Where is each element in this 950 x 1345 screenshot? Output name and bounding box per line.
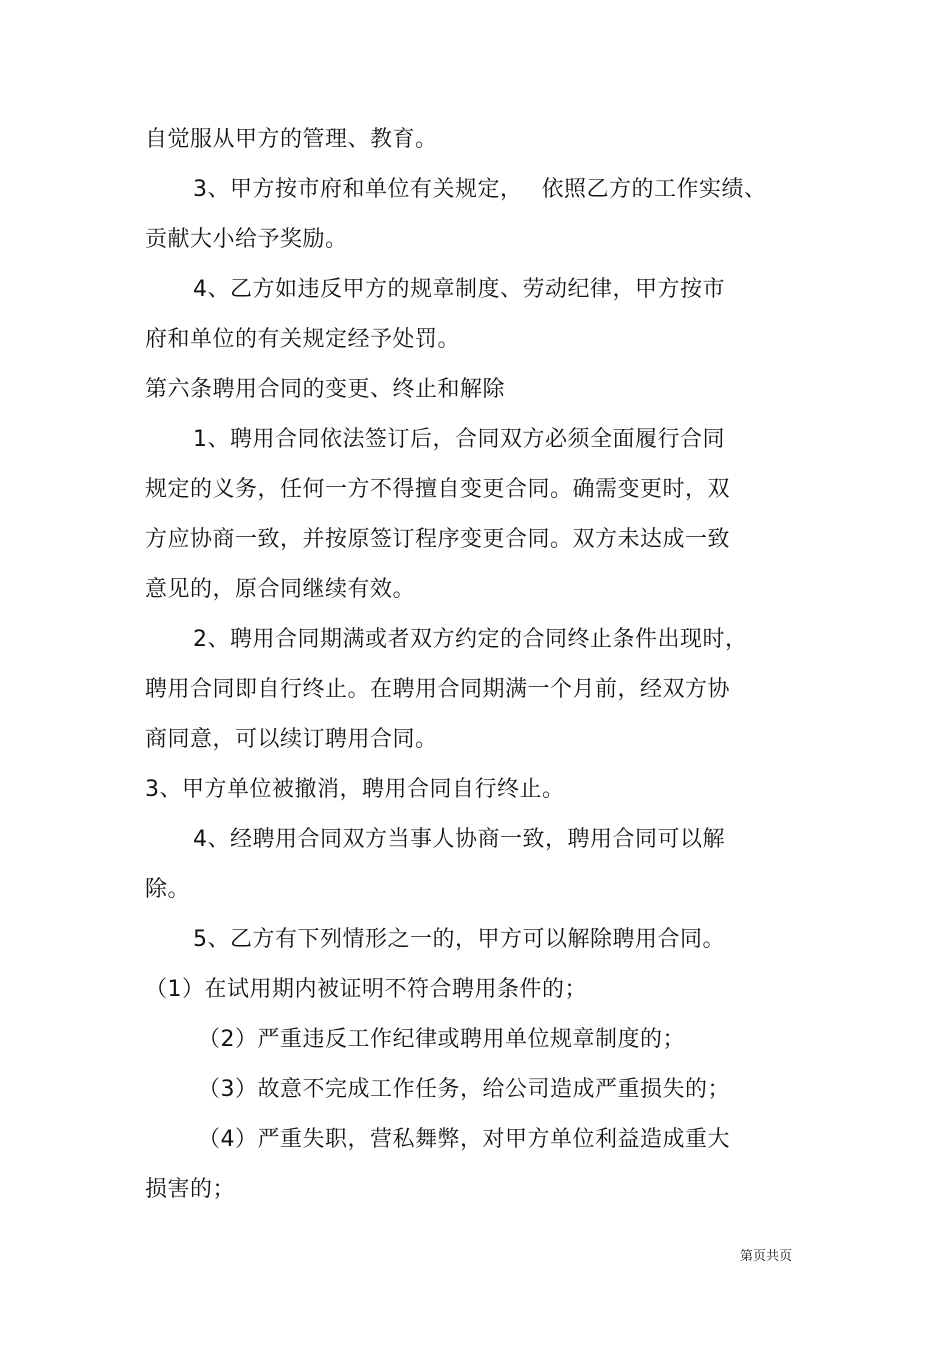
text-line: 规定的义务，任何一方不得擅自变更合同。确需变更时，双 <box>145 477 731 502</box>
text-line: 1、聘用合同依法签订后，合同双方必须全面履行合同 <box>193 427 725 452</box>
page-footer: 第页共页 <box>740 1249 793 1264</box>
text-line: 方应协商一致，并按原签订程序变更合同。双方未达成一致 <box>145 527 731 552</box>
list-item: （1）在试用期内被证明不符合聘用条件的； <box>145 977 587 1002</box>
text-line: 自觉服从甲方的管理、教育。 <box>145 127 438 152</box>
text-line: 4、乙方如违反甲方的规章制度、劳动纪律，甲方按市 <box>193 277 725 302</box>
text-line: 商同意，可以续订聘用合同。 <box>145 727 438 752</box>
section-heading: 第六条聘用合同的变更、终止和解除 <box>145 377 506 402</box>
text-line: 聘用合同即自行终止。在聘用合同期满一个月前，经双方协 <box>145 677 731 702</box>
text-line: 5、乙方有下列情形之一的，甲方可以解除聘用合同。 <box>193 927 725 952</box>
text-line: 2、聘用合同期满或者双方约定的合同终止条件出现时， <box>193 627 748 652</box>
text-line: 3、甲方单位被撤消，聘用合同自行终止。 <box>145 777 565 802</box>
text-line: 府和单位的有关规定经予处罚。 <box>145 327 461 352</box>
text-line: 3、甲方按市府和单位有关规定， 依照乙方的工作实绩、 <box>193 177 767 202</box>
text-line: 意见的，原合同继续有效。 <box>145 577 416 602</box>
text-line: 4、经聘用合同双方当事人协商一致，聘用合同可以解 <box>193 827 725 852</box>
text-line: 贡献大小给予奖励。 <box>145 227 348 252</box>
list-item: （4）严重失职，营私舞弊，对甲方单位利益造成重大 <box>198 1127 730 1152</box>
list-item: （3）故意不完成工作任务，给公司造成严重损失的； <box>198 1077 730 1102</box>
list-item: （2）严重违反工作纪律或聘用单位规章制度的； <box>198 1027 685 1052</box>
text-line: 除。 <box>145 877 191 902</box>
text-line: 损害的； <box>145 1177 236 1202</box>
